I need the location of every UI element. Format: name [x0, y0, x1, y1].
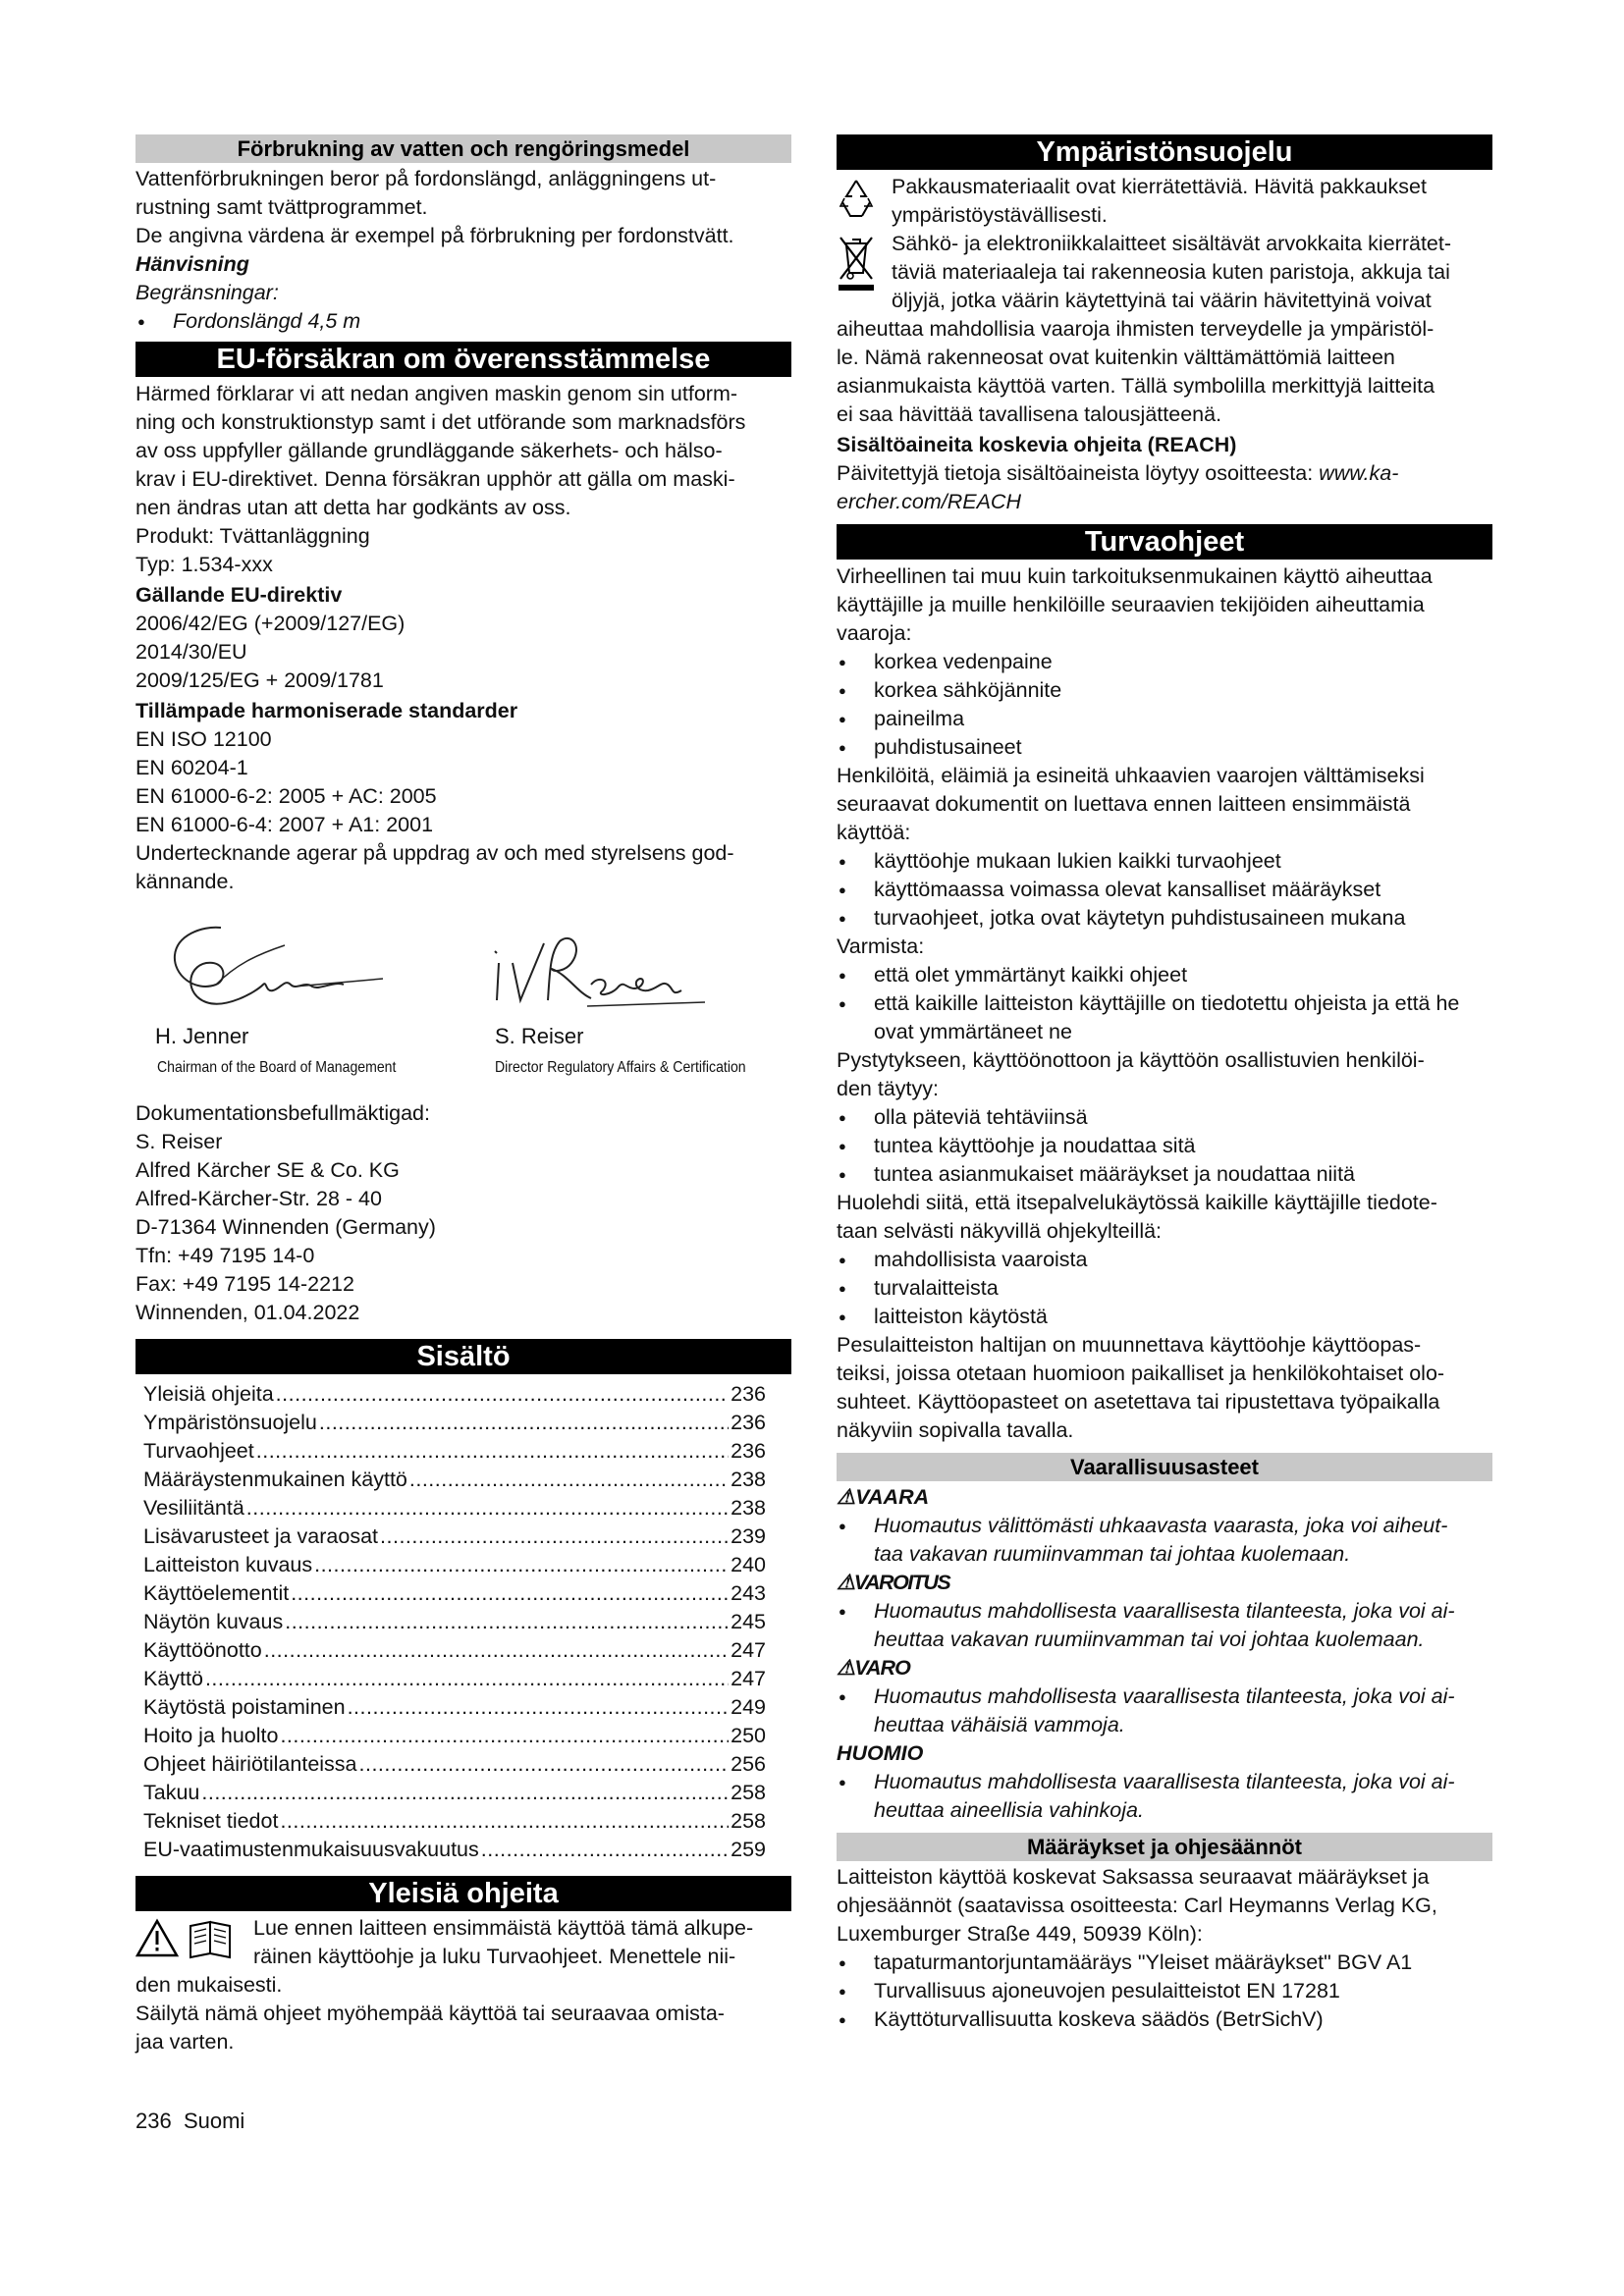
toc-entry-page: 259 [731, 1838, 766, 1861]
inform-item: ● laitteiston käytöstä [837, 1303, 1492, 1331]
contact-line: Fax: +49 7195 14-2212 [135, 1272, 354, 1296]
water-text-1b: rustning samt tvättprogrammet. [135, 195, 428, 219]
toc-entry-title: Yleisiä ohjeita [143, 1382, 274, 1406]
warning-warning-icon: ⚠ [837, 1571, 854, 1594]
left-column [135, 134, 791, 2056]
inform-intro-line: Huolehdi siitä, että itsepalvelukäytössä kaikille käyttäjille tiedote- [837, 1191, 1437, 1214]
toc-entry-page: 236 [731, 1439, 766, 1463]
weee-text-a: Sähkö- ja elektroniikkalaitteet sisältävät arvokkaita kierrätet- [892, 232, 1452, 255]
heading-contents: Sisältö [135, 1339, 791, 1374]
reach-url-b[interactable]: ercher.com/REACH [837, 490, 1021, 513]
regulations-intro-line: ohjesäännöt (saatavissa osoitteesta: Carl Heymanns Verlag KG, [837, 1894, 1437, 1917]
toc-entry-title: EU-vaatimustenmukaisuusvakuutus [143, 1838, 479, 1861]
directives-list [135, 610, 791, 695]
toc-dot-leader [409, 1466, 729, 1494]
regulation-item: ● tapaturmantorjuntamääräys "Yleiset määräykset" BGV A1 [837, 1949, 1492, 1977]
recycling-text-a: Pakkausmateriaalit ovat kierrätettäviä. Hävitä pakkaukset [892, 175, 1427, 198]
contact-line: S. Reiser [135, 1130, 223, 1153]
warning-text-b: heuttaa vakavan ruumiinvamman tai voi johtaa kuolemaan. [874, 1628, 1425, 1651]
hazard-item: ● puhdistusaineet [837, 733, 1492, 762]
safety-intro-line: Virheellinen tai muu kuin tarkoituksenmukainen käyttö aiheuttaa [837, 564, 1433, 588]
toc-entry[interactable] [135, 1380, 791, 1409]
toc-entry[interactable] [135, 1779, 791, 1807]
toc-entry[interactable] [135, 1693, 791, 1722]
toc-entry-page: 239 [731, 1524, 766, 1548]
weee-text-line: ei saa hävittää tavallisena talousjätteenä. [837, 402, 1222, 426]
caution-label-row [837, 1654, 1492, 1682]
toc-dot-leader [380, 1522, 729, 1551]
toc-entry[interactable] [135, 1579, 791, 1608]
toc-entry-title: Vesiliitäntä [143, 1496, 244, 1520]
heading-hazard-levels: Vaarallisuusasteet [837, 1453, 1492, 1481]
contact-line: Dokumentationsbefullmäktigad: [135, 1101, 430, 1125]
toc-entry-title: Takuu [143, 1781, 200, 1804]
danger-text-b: taa vakavan ruumiinvamman tai johtaa kuolemaan. [874, 1542, 1351, 1566]
documents-intro [837, 762, 1492, 847]
standards-list [135, 725, 791, 839]
contact-line: Tfn: +49 7195 14-0 [135, 1244, 315, 1267]
product-line: Produkt: Tvättanläggning [135, 524, 370, 548]
signers-note-a: Undertecknande agerar på uppdrag av och med styrelsens god- [135, 841, 734, 865]
toc-entry[interactable] [135, 1551, 791, 1579]
weee-text-line: aiheuttaa mahdollisia vaaroja ihmisten terveydelle ja ympäristöl- [837, 317, 1435, 341]
hazard-item: ● paineilma [837, 705, 1492, 733]
toc-entry-page: 236 [731, 1382, 766, 1406]
reach-text-a: Päivitettyjä tietoja sisältöaineista löytyy osoitteesta: [837, 461, 1320, 485]
general-text-b: räinen käyttöohje ja luku Turvaohjeet. Menettele nii- [253, 1945, 736, 1968]
regulations-intro-line: Luxemburger Straße 449, 50939 Köln): [837, 1922, 1203, 1946]
danger-label: VAARA [855, 1485, 930, 1509]
eu-text-line: av oss uppfyller gällande grundläggande säkerhets- och hälso- [135, 439, 723, 462]
person-requirement-item: ● tuntea asianmukaiset määräykset ja noudattaa niitä [837, 1160, 1492, 1189]
warning-label: VAROITUS [853, 1571, 950, 1594]
signature-area [135, 896, 791, 1088]
signature-reiser [489, 924, 715, 1012]
general-text-c: den mukaisesti. [135, 1973, 283, 1997]
toc-entry-page: 258 [731, 1809, 766, 1833]
inform-item: ● turvalaitteista [837, 1274, 1492, 1303]
toc-entry-title: Laitteiston kuvaus [143, 1553, 313, 1576]
danger-text-a: ● Huomautus välittömästi uhkaavasta vaarasta, joka voi aiheut- [837, 1512, 1492, 1540]
notice-text-a: ● Huomautus mahdollisesta vaarallisesta tilanteesta, joka voi ai- [837, 1768, 1492, 1796]
toc-entry[interactable] [135, 1437, 791, 1466]
toc-dot-leader [348, 1693, 730, 1722]
verify-item-2b: ovat ymmärtäneet ne [874, 1020, 1072, 1043]
documents-intro-line: seuraavat dokumentit on luettava ennen laitteen ensimmäistä [837, 792, 1411, 816]
toc-dot-leader [291, 1579, 729, 1608]
inform-intro-line: taan selvästi näkyvillä ohjekylteillä: [837, 1219, 1163, 1243]
directive-item: 2014/30/EU [135, 640, 247, 664]
notice-label: HUOMIO [837, 1741, 924, 1765]
caution-text-a: ● Huomautus mahdollisesta vaarallisesta tilanteesta, joka voi ai- [837, 1682, 1492, 1711]
toc-dot-leader [314, 1551, 729, 1579]
heading-environment: Ympäristönsuojelu [837, 134, 1492, 170]
caution-text-b: heuttaa vähäisiä vammoja. [874, 1713, 1125, 1736]
toc-entry-page: 245 [731, 1610, 766, 1633]
signer2-name: S. Reiser [495, 1024, 584, 1048]
general-text-d: Säilytä nämä ohjeet myöhempää käyttöä tai seuraavaa omista- [135, 2002, 725, 2025]
persons-list [837, 1103, 1492, 1189]
person-requirement-item: ● tuntea käyttöohje ja noudattaa sitä [837, 1132, 1492, 1160]
reach-text [837, 459, 1492, 488]
heading-general-notes: Yleisiä ohjeita [135, 1876, 791, 1911]
documentation-contact [135, 1099, 791, 1327]
toc-entry-title: Ympäristönsuojelu [143, 1411, 317, 1434]
signer1-name: H. Jenner [155, 1024, 249, 1048]
water-text-2: De angivna värdena är exempel på förbrukning per fordonstvätt. [135, 224, 734, 247]
safety-intro [837, 562, 1492, 648]
standards-label: Tillämpade harmoniserade standarder [135, 699, 518, 722]
recycling-text-b: ympäristöystävällisesti. [892, 203, 1108, 227]
toc-entry-page: 249 [731, 1695, 766, 1719]
toc-entry[interactable] [135, 1636, 791, 1665]
regulation-item: ● Turvallisuus ajoneuvojen pesulaitteistot EN 17281 [837, 1977, 1492, 2005]
weee-text-b: täviä materiaaleja tai rakenneosia kuten paristoja, akkuja tai [892, 260, 1450, 284]
hazard-item: ● korkea sähköjännite [837, 676, 1492, 705]
inform-intro [837, 1189, 1492, 1246]
toc-entry-title: Hoito ja huolto [143, 1724, 279, 1747]
toc-dot-leader [246, 1494, 729, 1522]
weee-text-line: asianmukaista käyttöä varten. Tällä symbolilla merkittyjä laitteita [837, 374, 1435, 398]
toc-dot-leader [280, 1807, 729, 1836]
toc-dot-leader [276, 1380, 729, 1409]
general-text-e: jaa varten. [135, 2030, 235, 2054]
page-footer [135, 2107, 244, 2135]
notice-text-b: heuttaa aineellisia vahinkoja. [874, 1798, 1144, 1822]
weee-text-line: le. Nämä rakenneosat ovat kuitenkin välttämättömiä laitteen [837, 346, 1395, 369]
table-of-contents [135, 1380, 791, 1864]
regulation-item: ● Käyttöturvallisuutta koskeva säädös (BetrSichV) [837, 2005, 1492, 2034]
footer-language: Suomi [183, 2109, 245, 2133]
heading-regulations: Määräykset ja ohjesäännöt [837, 1833, 1492, 1861]
persons-intro-line: den täytyy: [837, 1077, 939, 1100]
verify-list [837, 961, 1492, 989]
verify-item: ● että olet ymmärtänyt kaikki ohjeet [837, 961, 1492, 989]
toc-entry-page: 256 [731, 1752, 766, 1776]
toc-entry[interactable] [135, 1750, 791, 1779]
toc-entry[interactable] [135, 1522, 791, 1551]
reach-url-a[interactable]: www.ka- [1319, 461, 1399, 485]
warning-text-a: ● Huomautus mahdollisesta vaarallisesta tilanteesta, joka voi ai- [837, 1597, 1492, 1626]
toc-entry-title: Määräystenmukainen käyttö [143, 1468, 407, 1491]
signature-jenner [147, 916, 403, 1024]
toc-entry[interactable] [135, 1836, 791, 1864]
eu-text-line: ning och konstruktionstyp samt i det utförande som marknadsförs [135, 410, 746, 434]
right-column [837, 134, 1492, 2034]
toc-entry[interactable] [135, 1494, 791, 1522]
toc-entry-title: Lisävarusteet ja varaosat [143, 1524, 379, 1548]
toc-entry-title: Tekniset tiedot [143, 1809, 279, 1833]
person-requirement-item: ● olla päteviä tehtäviinsä [837, 1103, 1492, 1132]
regulations-intro [837, 1863, 1492, 1949]
documents-list [837, 847, 1492, 933]
document-item: ● käyttömaassa voimassa olevat kansalliset määräykset [837, 876, 1492, 904]
recycling-note [837, 173, 1492, 230]
inform-list [837, 1246, 1492, 1331]
reach-label: Sisältöaineita koskevia ohjeita (REACH) [837, 433, 1237, 456]
toc-entry[interactable] [135, 1409, 791, 1437]
warning-label-row [837, 1569, 1492, 1597]
eu-text-line: Härmed förklarar vi att nedan angiven maskin genom sin utform- [135, 382, 738, 405]
toc-dot-leader [264, 1636, 729, 1665]
operator-text-line: näkyviin sopivalla tavalla. [837, 1418, 1074, 1442]
document-item: ● turvaohjeet, jotka ovat käytetyn puhdistusaineen mukana [837, 904, 1492, 933]
toc-entry-page: 247 [731, 1667, 766, 1690]
safety-intro-line: käyttäjille ja muille henkilöille seuraavien tekijöiden aiheuttamia [837, 593, 1425, 616]
toc-dot-leader [205, 1665, 729, 1693]
contact-line: Alfred Kärcher SE & Co. KG [135, 1158, 400, 1182]
operator-text [837, 1331, 1492, 1445]
toc-entry-title: Ohjeet häiriötilanteissa [143, 1752, 357, 1776]
danger-warning-icon: ⚠ [837, 1485, 856, 1509]
directive-item: 2009/125/EG + 2009/1781 [135, 668, 384, 692]
general-text-a: Lue ennen laitteen ensimmäistä käyttöä tämä alkupe- [253, 1916, 754, 1940]
contact-line: Alfred-Kärcher-Str. 28 - 40 [135, 1187, 382, 1210]
toc-entry-title: Käyttöönotto [143, 1638, 262, 1662]
contact-line: D-71364 Winnenden (Germany) [135, 1215, 436, 1239]
documents-intro-line: Henkilöitä, eläimiä ja esineitä uhkaavien vaarojen välttämiseksi [837, 764, 1425, 787]
general-notes-block [135, 1914, 791, 2000]
inform-item: ● mahdollisista vaaroista [837, 1246, 1492, 1274]
toc-entry[interactable] [135, 1807, 791, 1836]
toc-entry-page: 236 [731, 1411, 766, 1434]
signers-note-b: kännande. [135, 870, 235, 893]
toc-entry[interactable] [135, 1466, 791, 1494]
toc-entry-page: 243 [731, 1581, 766, 1605]
water-text-1a: Vattenförbrukningen beror på fordonslängd, anläggningens ut- [135, 167, 717, 190]
safety-intro-line: vaaroja: [837, 621, 912, 645]
document-item: ● käyttöohje mukaan lukien kaikki turvaohjeet [837, 847, 1492, 876]
weee-text-rest [837, 315, 1492, 429]
crossed-bin-icon [837, 234, 876, 300]
toc-entry-page: 240 [731, 1553, 766, 1576]
documents-intro-line: käyttöä: [837, 821, 911, 844]
limit-item: ● Fordonslängd 4,5 m [135, 307, 791, 336]
verify-item-2a: ● että kaikille laitteiston käyttäjille on tiedotettu ohjeista ja että he [837, 989, 1492, 1018]
toc-entry-title: Turvaohjeet [143, 1439, 254, 1463]
standard-item: EN 61000-6-2: 2005 + AC: 2005 [135, 784, 437, 808]
toc-entry[interactable] [135, 1608, 791, 1636]
toc-dot-leader [201, 1779, 729, 1807]
eu-text-line: nen ändras utan att detta har godkänts av oss. [135, 496, 571, 519]
note-label: Hänvisning [135, 252, 249, 276]
toc-entry-page: 258 [731, 1781, 766, 1804]
toc-entry-page: 247 [731, 1638, 766, 1662]
regulations-list [837, 1949, 1492, 2034]
weee-note [837, 230, 1492, 315]
toc-entry-title: Käytöstä poistaminen [143, 1695, 346, 1719]
heading-water-consumption: Förbrukning av vatten och rengöringsmedel [135, 134, 791, 163]
caution-label: VARO [854, 1656, 910, 1680]
limits-label: Begränsningar: [135, 281, 279, 304]
toc-dot-leader [256, 1437, 729, 1466]
toc-dot-leader [319, 1409, 729, 1437]
hazard-item: ● korkea vedenpaine [837, 648, 1492, 676]
persons-intro [837, 1046, 1492, 1103]
directives-label: Gällande EU-direktiv [135, 583, 343, 607]
toc-dot-leader [359, 1750, 730, 1779]
verify-label: Varmista: [837, 934, 925, 958]
toc-dot-leader [280, 1722, 729, 1750]
standard-item: EN ISO 12100 [135, 727, 272, 751]
regulations-intro-line: Laitteiston käyttöä koskevat Saksassa seuraavat määräykset ja [837, 1865, 1430, 1889]
toc-dot-leader [285, 1608, 729, 1636]
eu-text-line: krav i EU-direktivet. Denna försäkran upphör att gälla om maski- [135, 467, 735, 491]
heading-eu-declaration: EU-försäkran om överensstämmelse [135, 342, 791, 377]
weee-text-c: öljyjä, jotka väärin käytettyinä tai väärin hävitettyinä voivat [892, 289, 1432, 312]
warning-read-manual-icon [135, 1918, 244, 1959]
contact-line: Winnenden, 01.04.2022 [135, 1301, 360, 1324]
toc-entry-title: Käyttö [143, 1667, 203, 1690]
toc-dot-leader [481, 1836, 729, 1864]
page-number: 236 [135, 2109, 172, 2133]
signer1-title: Chairman of the Board of Management [157, 1059, 397, 1076]
toc-entry[interactable] [135, 1722, 791, 1750]
operator-text-line: Pesulaitteiston haltijan on muunnettava käyttöohje käyttöopas- [837, 1333, 1422, 1357]
persons-intro-line: Pystytykseen, käyttöönottoon ja käyttöön osallistuvien henkilöi- [837, 1048, 1425, 1072]
operator-text-line: teiksi, joissa otetaan huomioon paikalliset ja henkilökohtaiset olo- [837, 1362, 1445, 1385]
danger-label-row [837, 1483, 1492, 1512]
standard-item: EN 60204-1 [135, 756, 248, 779]
directive-item: 2006/42/EG (+2009/127/EG) [135, 612, 406, 635]
caution-warning-icon: ⚠ [837, 1656, 855, 1680]
toc-entry-page: 238 [731, 1468, 766, 1491]
toc-entry-title: Näytön kuvaus [143, 1610, 284, 1633]
operator-text-line: suhteet. Käyttöopasteet on asetettava tai ripustettava työpaikalla [837, 1390, 1440, 1414]
eu-declaration-text [135, 380, 791, 522]
toc-entry-page: 238 [731, 1496, 766, 1520]
hazard-list [837, 648, 1492, 762]
heading-safety: Turvaohjeet [837, 524, 1492, 560]
toc-entry-title: Käyttöelementit [143, 1581, 290, 1605]
toc-entry[interactable] [135, 1665, 791, 1693]
toc-entry-page: 250 [731, 1724, 766, 1747]
type-line: Typ: 1.534-xxx [135, 553, 273, 576]
recycling-icon [837, 177, 876, 222]
standard-item: EN 61000-6-4: 2007 + A1: 2001 [135, 813, 434, 836]
signer2-title: Director Regulatory Affairs & Certification [495, 1059, 746, 1076]
